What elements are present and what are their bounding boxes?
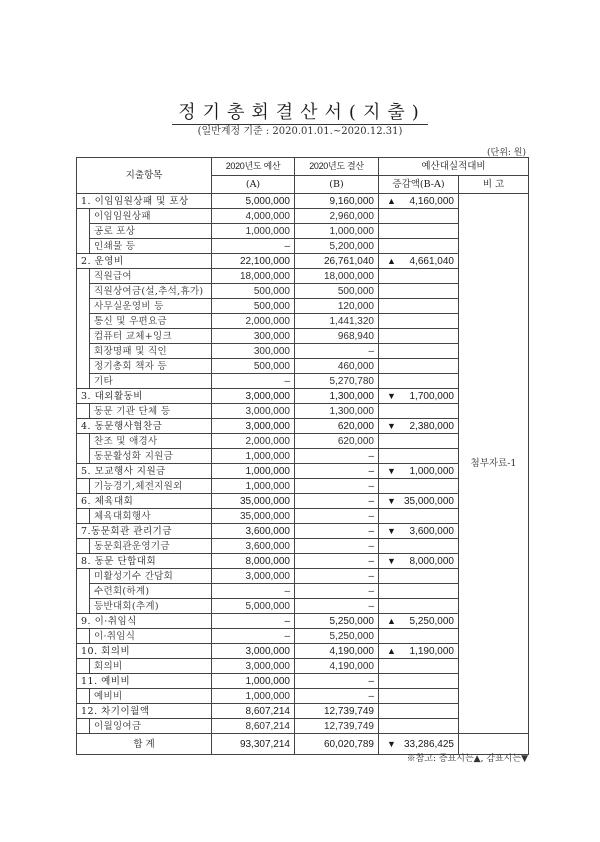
header-remark: 비 고 xyxy=(459,176,529,194)
item-diff xyxy=(379,359,459,374)
item-label: 컴퓨터 교체+잉크 xyxy=(90,329,212,344)
item-label: 공로 포상 xyxy=(90,224,212,239)
item-diff xyxy=(379,314,459,329)
header-diff: 증감액(B-A) xyxy=(379,176,459,194)
section-diff xyxy=(379,614,459,629)
item-budget: 500,000 xyxy=(212,359,295,374)
item-budget: – xyxy=(212,239,295,254)
item-budget: 500,000 xyxy=(212,284,295,299)
item-label: 동문 기관 단체 등 xyxy=(90,404,212,419)
item-actual: – xyxy=(295,584,379,599)
item-actual: 5,200,000 xyxy=(295,239,379,254)
header-actual-b: (B) xyxy=(295,176,379,194)
expense-table xyxy=(76,157,529,755)
section-budget: 1,000,000 xyxy=(212,464,295,479)
total-diff-value: 33,286,425 xyxy=(403,738,454,750)
item-diff xyxy=(379,584,459,599)
item-label: 수련회(하계) xyxy=(90,584,212,599)
section-diff-value: 35,000,000 xyxy=(403,495,454,507)
item-actual: – xyxy=(295,599,379,614)
item-actual: 620,000 xyxy=(295,434,379,449)
item-budget: 300,000 xyxy=(212,344,295,359)
item-label: 통신 및 우편요금 xyxy=(90,314,212,329)
item-budget: – xyxy=(212,584,295,599)
section-diff-value: 1,000,000 xyxy=(409,465,454,477)
legend-note: ※참고: 증표시는▲, 감표시는▼ xyxy=(406,754,528,764)
section-actual: – xyxy=(295,464,379,479)
section-label: 10. 회의비 xyxy=(77,644,212,659)
item-budget: – xyxy=(212,374,295,389)
document-title xyxy=(0,98,600,124)
item-budget: 1,000,000 xyxy=(212,224,295,239)
decrease-arrow-icon: ▼ xyxy=(387,390,396,401)
section-diff-value: 3,600,000 xyxy=(409,525,454,537)
item-actual: 1,000,000 xyxy=(295,224,379,239)
section-label: 7.동문회관 관리기금 xyxy=(77,524,212,539)
item-label: 기타 xyxy=(90,374,212,389)
item-actual: – xyxy=(295,449,379,464)
item-diff xyxy=(379,599,459,614)
item-label: 회장명패 및 직인 xyxy=(90,344,212,359)
item-actual: 4,190,000 xyxy=(295,659,379,674)
section-diff xyxy=(379,494,459,509)
item-label: 예비비 xyxy=(90,689,212,704)
item-diff xyxy=(379,629,459,644)
section-budget: 1,000,000 xyxy=(212,674,295,689)
item-actual: 120,000 xyxy=(295,299,379,314)
header-item: 지출항목 xyxy=(77,158,212,194)
item-budget: 18,000,000 xyxy=(212,269,295,284)
increase-arrow-icon: ▲ xyxy=(387,615,396,626)
item-label: 등반대회(추계) xyxy=(90,599,212,614)
document-subtitle: (일반계정 기준 : 2020.01.01.~2020.12.31) xyxy=(197,126,403,137)
section-budget: 5,000,000 xyxy=(212,194,295,209)
section-budget: 3,000,000 xyxy=(212,644,295,659)
indent-spacer xyxy=(77,569,90,614)
item-label: 미활성기수 간담회 xyxy=(90,569,212,584)
item-diff xyxy=(379,509,459,524)
item-label: 이·취임식 xyxy=(90,629,212,644)
indent-spacer xyxy=(77,689,90,704)
decrease-arrow-icon: ▼ xyxy=(387,525,396,536)
item-actual: 1,300,000 xyxy=(295,404,379,419)
decrease-arrow-icon: ▼ xyxy=(387,495,396,506)
indent-spacer xyxy=(77,434,90,464)
header-budget-year: 2020년도 예산 xyxy=(212,158,295,176)
item-diff xyxy=(379,479,459,494)
section-diff xyxy=(379,254,459,269)
section-actual: 12,739,749 xyxy=(295,704,379,719)
indent-spacer xyxy=(77,269,90,389)
item-budget: 1,000,000 xyxy=(212,449,295,464)
item-label: 체육대회행사 xyxy=(90,509,212,524)
section-diff-value: 4,160,000 xyxy=(409,195,454,207)
section-actual: – xyxy=(295,554,379,569)
remark-cell: 첨부자료-1 xyxy=(459,194,529,734)
section-actual: 5,250,000 xyxy=(295,614,379,629)
item-budget: 35,000,000 xyxy=(212,509,295,524)
item-budget: 1,000,000 xyxy=(212,479,295,494)
item-label: 인쇄물 등 xyxy=(90,239,212,254)
item-budget: – xyxy=(212,629,295,644)
section-diff xyxy=(379,464,459,479)
item-budget: 2,000,000 xyxy=(212,434,295,449)
section-label: 6. 체육대회 xyxy=(77,494,212,509)
decrease-arrow-icon: ▼ xyxy=(387,555,396,566)
item-diff xyxy=(379,224,459,239)
item-diff xyxy=(379,329,459,344)
item-budget: 300,000 xyxy=(212,329,295,344)
item-label: 동문회관운영기금 xyxy=(90,539,212,554)
indent-spacer xyxy=(77,629,90,644)
header-actual-year: 2020년도 결산 xyxy=(295,158,379,176)
item-budget: 500,000 xyxy=(212,299,295,314)
section-diff-value: 5,250,000 xyxy=(409,615,454,627)
section-budget: 8,607,214 xyxy=(212,704,295,719)
section-actual: 1,300,000 xyxy=(295,389,379,404)
section-budget: 8,000,000 xyxy=(212,554,295,569)
item-budget: 3,000,000 xyxy=(212,659,295,674)
section-diff-value: 1,190,000 xyxy=(409,645,454,657)
unit-label: (단위: 원) xyxy=(487,148,526,158)
document-title-text: 정기총회결산서(지출) xyxy=(172,102,428,125)
increase-arrow-icon: ▲ xyxy=(387,195,396,206)
item-diff xyxy=(379,449,459,464)
item-diff xyxy=(379,344,459,359)
item-diff xyxy=(379,689,459,704)
section-label: 2. 운영비 xyxy=(77,254,212,269)
item-diff xyxy=(379,284,459,299)
section-diff-value: 4,661,040 xyxy=(409,255,454,267)
item-budget: 2,000,000 xyxy=(212,314,295,329)
section-diff-value: 2,380,000 xyxy=(409,420,454,432)
total-label: 합 계 xyxy=(77,734,212,755)
section-row xyxy=(77,194,529,209)
item-diff xyxy=(379,569,459,584)
section-label: 12. 차기이월액 xyxy=(77,704,212,719)
section-actual: – xyxy=(295,494,379,509)
section-label: 3. 대외활동비 xyxy=(77,389,212,404)
item-actual: – xyxy=(295,539,379,554)
item-budget: 3,000,000 xyxy=(212,404,295,419)
item-actual: 968,940 xyxy=(295,329,379,344)
increase-arrow-icon: ▲ xyxy=(387,255,396,266)
section-diff xyxy=(379,419,459,434)
item-label: 직원급여 xyxy=(90,269,212,284)
item-actual: – xyxy=(295,509,379,524)
table-body xyxy=(77,194,529,755)
indent-spacer xyxy=(77,719,90,734)
increase-arrow-icon: ▲ xyxy=(387,645,396,656)
section-diff xyxy=(379,554,459,569)
section-actual: – xyxy=(295,674,379,689)
total-budget: 93,307,214 xyxy=(212,734,295,755)
item-actual: – xyxy=(295,479,379,494)
section-label: 11. 예비비 xyxy=(77,674,212,689)
item-label: 정기총회 책자 등 xyxy=(90,359,212,374)
total-actual: 60,020,789 xyxy=(295,734,379,755)
section-actual: 26,761,040 xyxy=(295,254,379,269)
decrease-arrow-icon: ▼ xyxy=(387,465,396,476)
section-actual: 620,000 xyxy=(295,419,379,434)
section-actual: 9,160,000 xyxy=(295,194,379,209)
section-diff xyxy=(379,644,459,659)
item-actual: 12,739,749 xyxy=(295,719,379,734)
item-diff xyxy=(379,269,459,284)
item-label: 이월잉여금 xyxy=(90,719,212,734)
section-budget: 3,000,000 xyxy=(212,419,295,434)
section-label: 1. 이임임원상패 및 포상 xyxy=(77,194,212,209)
item-budget: 4,000,000 xyxy=(212,209,295,224)
item-diff xyxy=(379,299,459,314)
section-budget: 22,100,000 xyxy=(212,254,295,269)
item-diff xyxy=(379,539,459,554)
section-actual: – xyxy=(295,524,379,539)
item-diff xyxy=(379,239,459,254)
item-diff xyxy=(379,434,459,449)
item-actual: – xyxy=(295,569,379,584)
indent-spacer xyxy=(77,659,90,674)
item-diff xyxy=(379,719,459,734)
item-actual: 5,270,780 xyxy=(295,374,379,389)
section-diff xyxy=(379,389,459,404)
item-label: 동문활성화 지원금 xyxy=(90,449,212,464)
section-diff-value: 8,000,000 xyxy=(409,555,454,567)
section-budget: 3,000,000 xyxy=(212,389,295,404)
section-diff xyxy=(379,704,459,719)
section-label: 8. 동문 단합대회 xyxy=(77,554,212,569)
section-budget: 35,000,000 xyxy=(212,494,295,509)
item-actual: 2,960,000 xyxy=(295,209,379,224)
section-label: 9. 이·취임식 xyxy=(77,614,212,629)
item-label: 기능경기,체전지원외 xyxy=(90,479,212,494)
header-compare: 예산대실적대비 xyxy=(379,158,529,176)
section-diff xyxy=(379,674,459,689)
item-actual: 1,441,320 xyxy=(295,314,379,329)
item-budget: 3,600,000 xyxy=(212,539,295,554)
item-label: 직원상여금(설,추석,휴가) xyxy=(90,284,212,299)
item-label: 사무실운영비 등 xyxy=(90,299,212,314)
indent-spacer xyxy=(77,509,90,524)
item-diff xyxy=(379,659,459,674)
item-actual: 18,000,000 xyxy=(295,269,379,284)
section-diff xyxy=(379,524,459,539)
section-label: 5. 모교행사 지원금 xyxy=(77,464,212,479)
item-actual: – xyxy=(295,689,379,704)
item-label: 이임임원상패 xyxy=(90,209,212,224)
section-diff xyxy=(379,194,459,209)
section-label: 4. 동문행사협찬금 xyxy=(77,419,212,434)
header-budget-a: (A) xyxy=(212,176,295,194)
section-diff-value: 1,700,000 xyxy=(409,390,454,402)
decrease-arrow-icon: ▼ xyxy=(387,420,396,431)
section-actual: 4,190,000 xyxy=(295,644,379,659)
indent-spacer xyxy=(77,479,90,494)
item-actual: 5,250,000 xyxy=(295,629,379,644)
item-budget: 5,000,000 xyxy=(212,599,295,614)
indent-spacer xyxy=(77,539,90,554)
item-diff xyxy=(379,404,459,419)
indent-spacer xyxy=(77,209,90,254)
item-diff xyxy=(379,209,459,224)
section-budget: 3,600,000 xyxy=(212,524,295,539)
item-label: 찬조 및 애경사 xyxy=(90,434,212,449)
indent-spacer xyxy=(77,404,90,419)
item-budget: 1,000,000 xyxy=(212,689,295,704)
item-actual: 460,000 xyxy=(295,359,379,374)
section-budget: – xyxy=(212,614,295,629)
item-budget: 8,607,214 xyxy=(212,719,295,734)
decrease-arrow-icon: ▼ xyxy=(387,738,396,749)
item-actual: – xyxy=(295,344,379,359)
item-budget: 3,000,000 xyxy=(212,569,295,584)
item-diff xyxy=(379,374,459,389)
item-label: 회의비 xyxy=(90,659,212,674)
item-actual: 500,000 xyxy=(295,284,379,299)
